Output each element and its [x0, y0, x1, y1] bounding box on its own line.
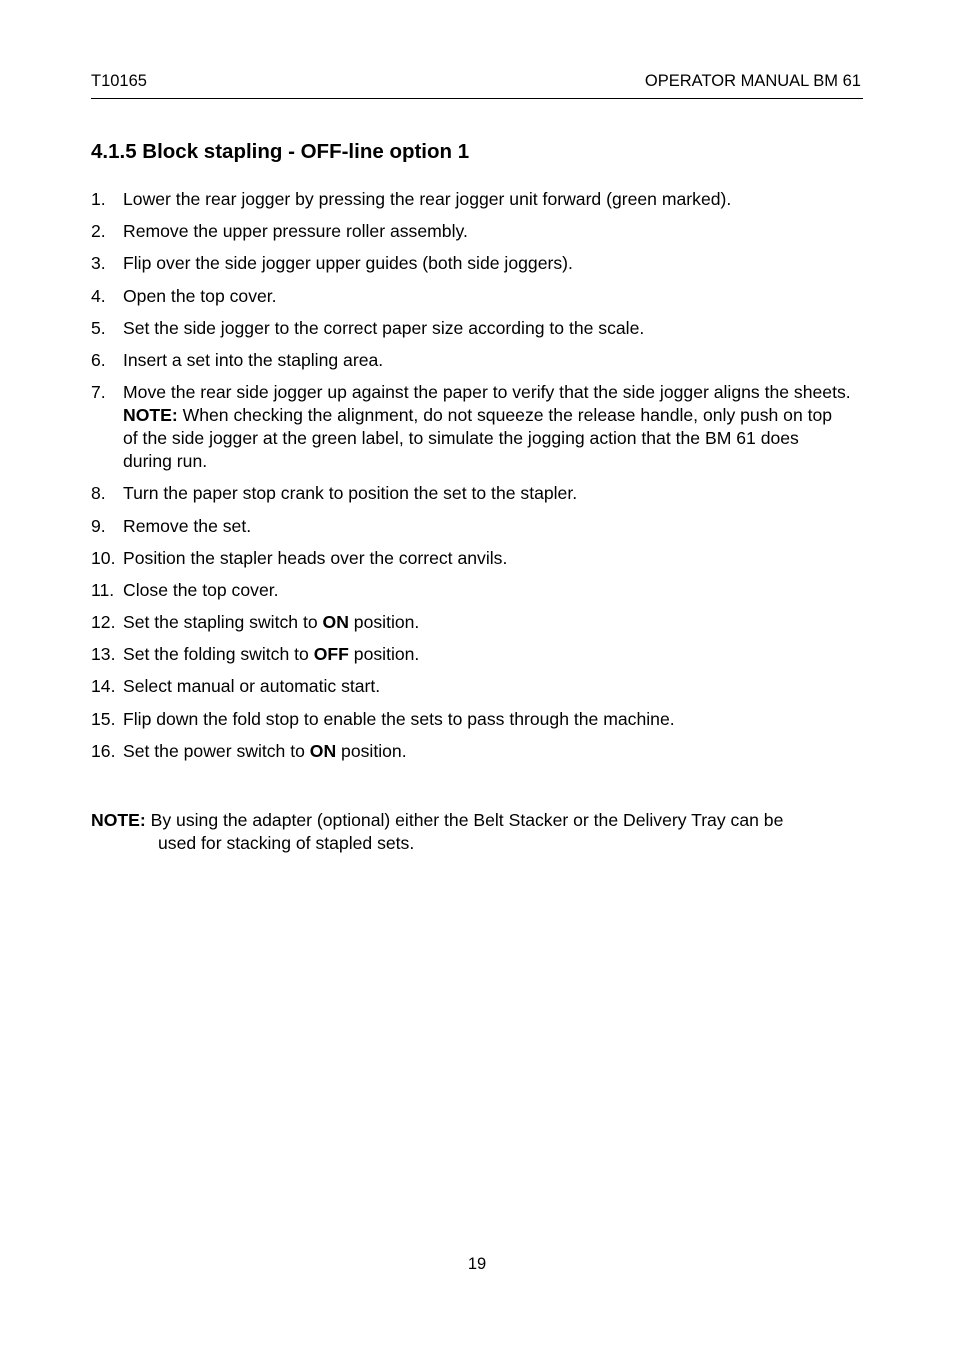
step-text: Remove the upper pressure roller assembly. — [123, 221, 468, 242]
step-number: 10. — [91, 547, 116, 568]
step-number: 15. — [91, 708, 116, 729]
step-text — [123, 612, 419, 632]
step-item — [91, 740, 863, 763]
step-text-post: position. — [348, 612, 420, 633]
note-text-line-2: used for stacking of stapled sets. — [158, 833, 415, 853]
page-header — [91, 72, 863, 99]
step-item — [91, 285, 863, 308]
step-item — [91, 252, 863, 275]
step-text: Set the side jogger to the correct paper size according to the scale. — [123, 317, 645, 338]
step-number: 1. — [91, 189, 106, 209]
step-text: Move the rear side jogger up against the paper to verify that the side jogger aligns the sheets. — [123, 382, 851, 403]
step-text: Remove the set. — [123, 515, 252, 536]
step-item — [91, 547, 863, 570]
step-number: 13. — [91, 644, 116, 665]
step-item — [91, 611, 863, 634]
step-text-pre: Set the folding switch to — [123, 644, 314, 665]
step-text: Turn the paper stop crank to position the set to the stapler. — [123, 483, 578, 504]
step-text — [123, 644, 419, 664]
note-label: NOTE: — [91, 810, 146, 830]
note-first-line — [91, 810, 783, 830]
step-number: 5. — [91, 317, 106, 338]
step-list — [91, 188, 863, 772]
step-item — [91, 579, 863, 602]
general-note — [91, 809, 863, 855]
step-text-post: position. — [348, 644, 420, 665]
note-text-line-1: By using the adapter (optional) either the Belt Stacker or the Delivery Tray can be — [145, 810, 784, 830]
step-number: 11. — [91, 579, 115, 600]
step-text: Select manual or automatic start. — [123, 676, 381, 697]
step-number: 8. — [91, 483, 106, 504]
step-number: 4. — [91, 285, 106, 306]
step-number: 7. — [91, 382, 106, 403]
step-note — [123, 404, 848, 473]
document-id: T10165 — [91, 72, 147, 90]
step-item — [91, 349, 863, 372]
step-number: 3. — [91, 253, 106, 274]
step-number: 12. — [91, 612, 116, 633]
step-item — [91, 515, 863, 538]
step-number: 9. — [91, 515, 106, 536]
step-note-label: NOTE: — [123, 405, 178, 426]
step-text-bold: ON — [322, 612, 349, 633]
step-text: Insert a set into the stapling area. — [123, 349, 384, 370]
step-number: 14. — [91, 676, 116, 697]
step-text-post: position. — [336, 740, 407, 761]
step-number: 16. — [91, 740, 116, 761]
step-text: Position the stapler heads over the correct anvils. — [123, 547, 508, 568]
step-text-pre: Set the power switch to — [123, 740, 310, 761]
step-text: Flip over the side jogger upper guides (both side joggers). — [123, 253, 573, 274]
step-text: Open the top cover. — [123, 285, 277, 306]
step-text — [123, 741, 407, 761]
step-item — [91, 220, 863, 243]
step-text-bold: OFF — [313, 644, 349, 665]
step-number: 6. — [91, 349, 106, 370]
step-item — [91, 317, 863, 340]
step-note-text: When checking the alignment, do not squeeze the release handle, only push on top of the side jogger at the green label, to simulate the jogging action that the BM 61 does during run. — [123, 405, 833, 472]
step-item — [91, 381, 863, 473]
step-text-pre: Set the stapling switch to — [123, 612, 323, 633]
step-item — [91, 482, 863, 505]
step-item — [91, 708, 863, 731]
page-number: 19 — [467, 1255, 487, 1273]
step-item — [91, 675, 863, 698]
step-text: Flip down the fold stop to enable the sets to pass through the machine. — [123, 708, 675, 729]
step-item — [91, 643, 863, 666]
section-title: 4.1.5 Block stapling - OFF-line option 1 — [91, 140, 470, 163]
step-text: Lower the rear jogger by pressing the rear jogger unit forward (green marked). — [123, 189, 732, 209]
step-text-bold: ON — [309, 740, 337, 761]
manual-title: OPERATOR MANUAL BM 61 — [644, 72, 861, 90]
step-item — [91, 188, 863, 211]
step-number: 2. — [91, 221, 106, 242]
step-text: Close the top cover. — [123, 579, 279, 600]
